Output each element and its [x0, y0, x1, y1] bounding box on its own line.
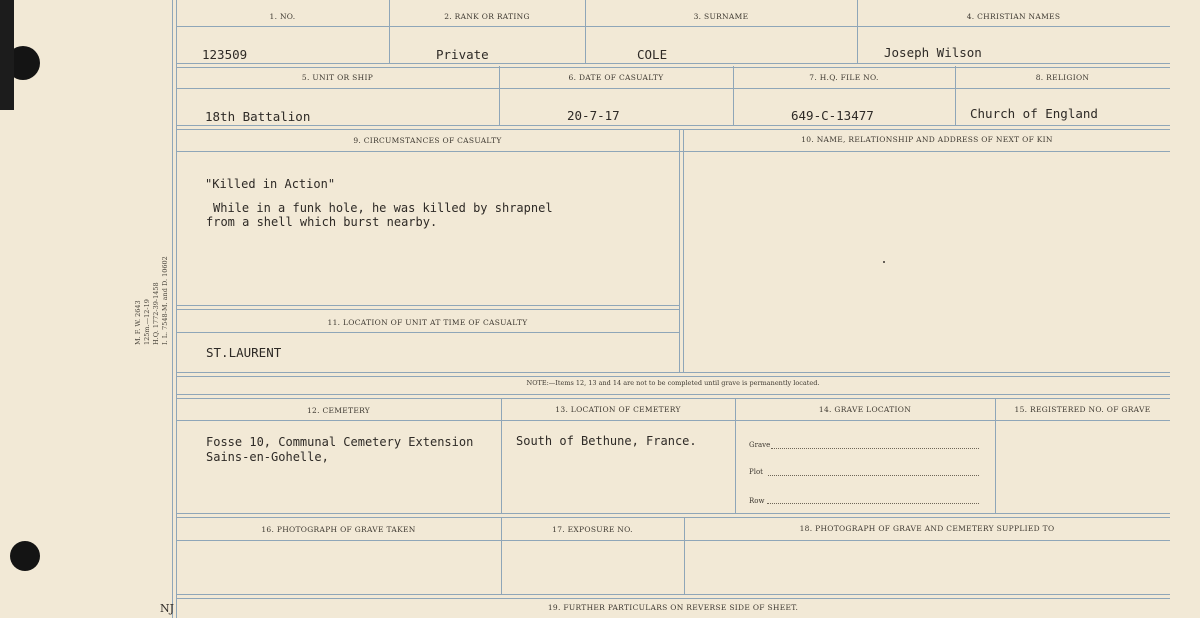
rule [176, 420, 1170, 421]
rule [176, 540, 1170, 541]
cemetery-location-value: South of Bethune, France. [516, 434, 697, 448]
plot-field-label: Plot [749, 468, 763, 476]
circumstances-label: 9. CIRCUMSTANCES OF CASUALTY [353, 136, 502, 145]
plot-field-line [768, 475, 979, 476]
registered-no-label: 15. REGISTERED NO. OF GRAVE [1014, 405, 1151, 414]
rule [389, 0, 390, 64]
punch-hole-bottom [10, 541, 40, 571]
grave-location-label: 14. GRAVE LOCATION [818, 405, 912, 414]
rule [857, 0, 858, 64]
location-unit-value: ST.LAURENT [206, 345, 282, 360]
rule [501, 398, 502, 514]
printer-mark-3: H.Q. 1772-39-1458 [152, 282, 160, 345]
rank-value: Private [436, 47, 489, 62]
cemetery-line-2: Sains-en-Gohelle, [206, 450, 329, 464]
circumstances-line-1: "Killed in Action" [205, 177, 336, 191]
rule [995, 398, 996, 514]
cemetery-label: 12. CEMETERY [306, 406, 371, 415]
rule [176, 332, 679, 333]
rule [176, 88, 1170, 89]
cemetery-location-label: 13. LOCATION OF CEMETERY [555, 405, 681, 414]
row-field-line [767, 503, 979, 504]
hq-file-label: 7. H.Q. FILE NO. [809, 73, 879, 82]
circumstances-line-2: While in a funk hole, he was killed by shrapnel [213, 201, 553, 215]
rule [176, 26, 1170, 27]
unit-label: 5. UNIT OR SHIP [301, 73, 374, 82]
corner-initials: NJ [160, 602, 175, 615]
rule [176, 372, 1170, 377]
rule [176, 63, 1170, 68]
date-casualty-label: 6. DATE OF CASUALTY [568, 73, 664, 82]
no-value: 123509 [202, 47, 248, 62]
christian-names-label: 4. CHRISTIAN NAMES [966, 12, 1061, 21]
ink-dot [883, 261, 885, 263]
photo-taken-label: 16. PHOTOGRAPH OF GRAVE TAKEN [261, 525, 416, 534]
rule [585, 0, 586, 64]
further-particulars-label: 19. FURTHER PARTICULARS ON REVERSE SIDE OF SHEET. [547, 603, 799, 612]
cemetery-line-1: Fosse 10, Communal Cemetery Extension [206, 435, 474, 449]
rule [176, 394, 1170, 399]
rule [679, 129, 684, 372]
surname-value: COLE [637, 47, 668, 62]
printer-mark-4: I. L. 7548-M. and D. 10602 [161, 256, 169, 345]
rule [735, 398, 736, 514]
rule [176, 125, 1170, 130]
printer-mark-2: 125m.—12-19 [143, 299, 151, 345]
grave-field-label: Grave [749, 441, 771, 449]
location-unit-label: 11. LOCATION OF UNIT AT TIME OF CASUALTY [327, 318, 528, 327]
rule [176, 151, 1170, 152]
grave-field-line [771, 448, 979, 449]
rule [176, 305, 679, 310]
hq-file-value: 649-C-13477 [791, 108, 874, 123]
rule [176, 594, 1170, 599]
rank-label: 2. RANK OR RATING [444, 12, 530, 21]
religion-value: Church of England [970, 106, 1098, 121]
note-text: NOTE:—Items 12, 13 and 14 are not to be completed until grave is permanently located. [526, 379, 820, 387]
unit-value: 18th Battalion [205, 109, 311, 124]
surname-label: 3. SURNAME [693, 12, 749, 21]
exposure-label: 17. EXPOSURE NO. [552, 525, 633, 534]
row-field-label: Row [749, 497, 765, 505]
card-edge-shadow [0, 0, 14, 110]
date-casualty-value: 20-7-17 [567, 108, 620, 123]
no-label: 1. NO. [269, 12, 296, 21]
circumstances-line-3: from a shell which burst nearby. [206, 215, 438, 229]
rule [176, 513, 1170, 518]
next-of-kin-label: 10. NAME, RELATIONSHIP AND ADDRESS OF NEXT OF KIN [801, 135, 1053, 144]
christian-names-value: Joseph Wilson [884, 45, 982, 60]
photo-supplied-label: 18. PHOTOGRAPH OF GRAVE AND CEMETERY SUPPLIED TO [799, 524, 1055, 533]
printer-mark-1: M. F. W. 2643 [134, 300, 142, 345]
religion-label: 8. RELIGION [1035, 73, 1090, 82]
